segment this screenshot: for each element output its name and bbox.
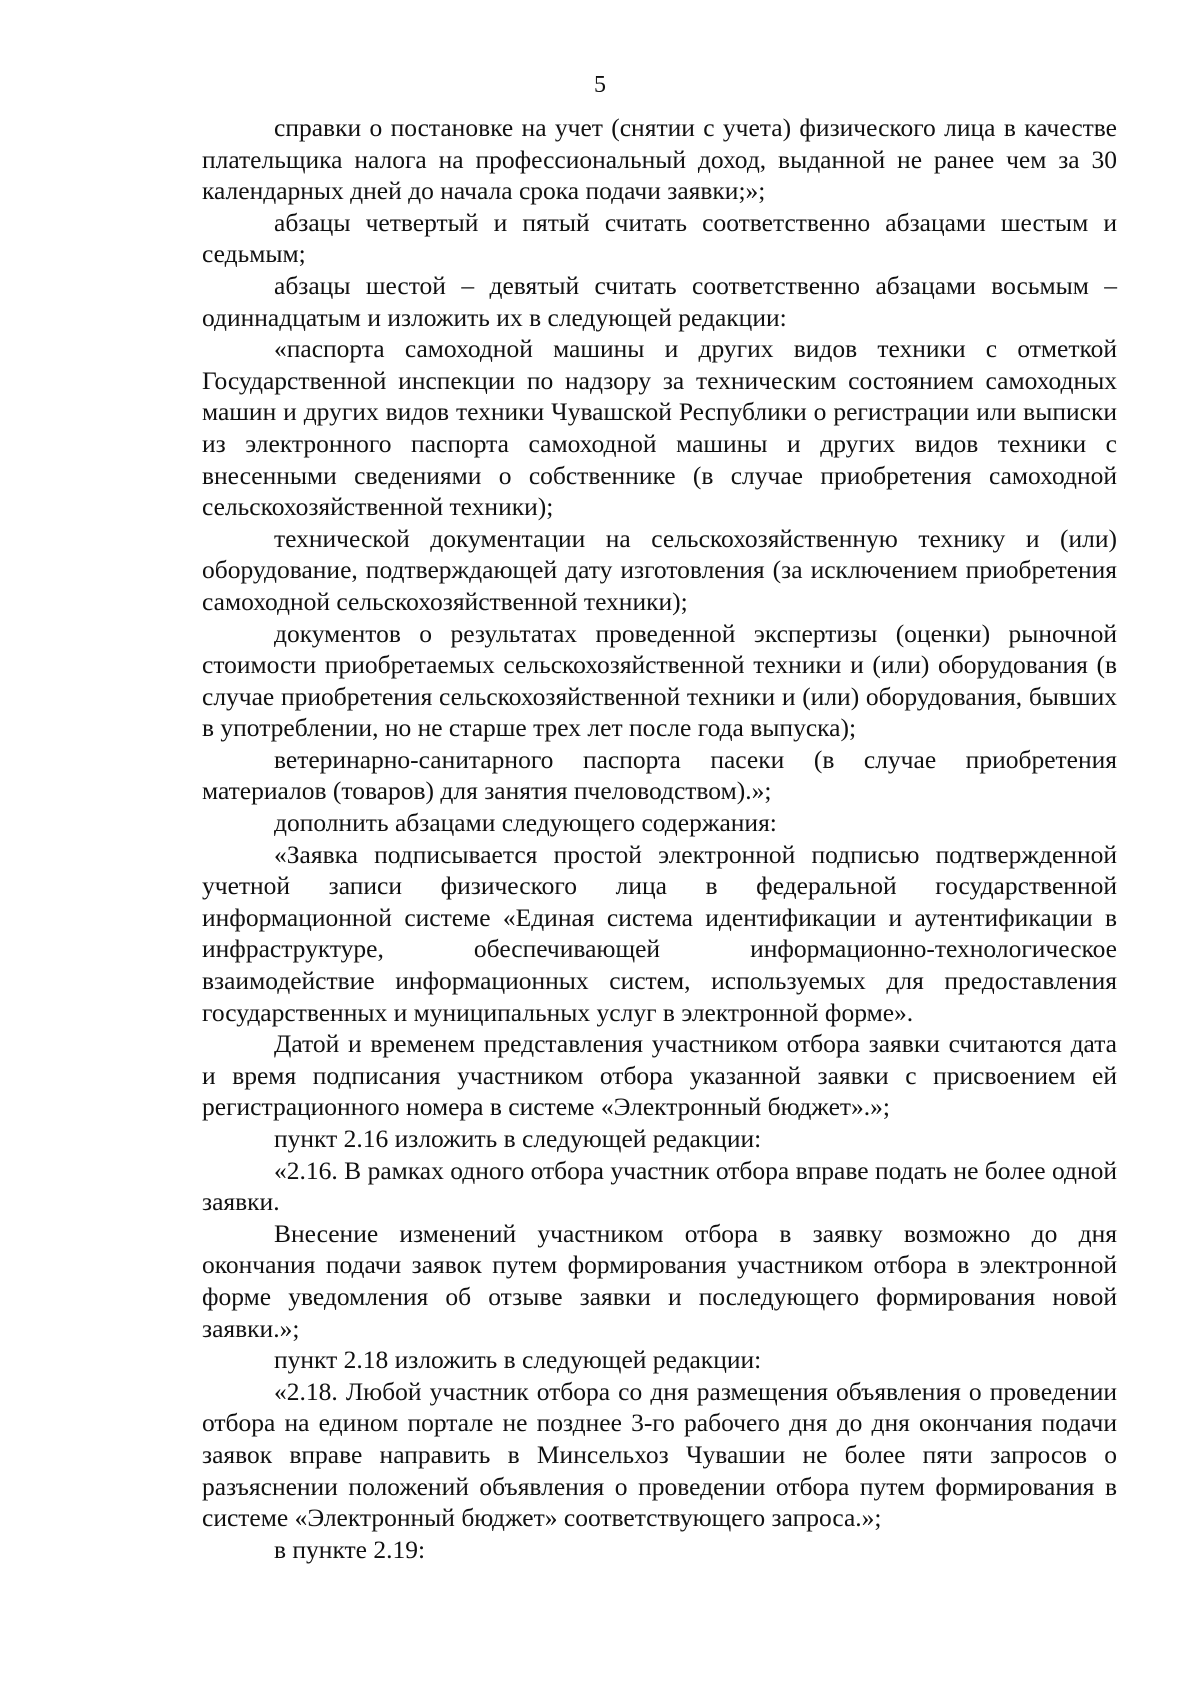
page-number: 5	[594, 72, 606, 98]
paragraph: «Заявка подписывается простой электронной подписью подтвержденной учетной записи физического лица в федеральной государственной информационной системе «Единая система идентификации и аутентификации в инфраструктуре, обеспечивающей информационно-технологическое взаимодействие информационных систем, используемых для предоставления государственных и муниципальных услуг в электронной форме».	[202, 839, 1117, 1027]
paragraph: дополнить абзацами следующего содержания:	[274, 808, 777, 838]
document-body	[202, 112, 1117, 1565]
paragraph: «2.18. Любой участник отбора со дня размещения объявления о проведении отбора на едином портале не позднее 3-го рабочего дня до дня окончания подачи заявок вправе направить в Минсельхоз Чувашии не более пяти запросов о разъяснении положений объявления о проведении отбора путем формирования в системе «Электронный бюджет» соответствующего запроса.»;	[202, 1376, 1117, 1533]
paragraph: в пункте 2.19:	[274, 1534, 426, 1564]
paragraph: справки о постановке на учет (снятии с учета) физического лица в качестве плательщика налога на профессиональный доход, выданной не ранее чем за 30 календарных дней до начала срока подачи заявки;»;	[202, 113, 1117, 206]
paragraph: Датой и временем представления участником отбора заявки считаются дата и время подписания участником отбора указанной заявки с присвоением ей регистрационного номера в системе «Электронный бюджет».»;	[202, 1029, 1117, 1122]
paragraph: ветеринарно-санитарного паспорта пасеки (в случае приобретения материалов (товаров) для занятия пчеловодством).»;	[202, 744, 1117, 806]
paragraph: «2.16. В рамках одного отбора участник отбора вправе подать не более одной заявки.	[202, 1155, 1117, 1217]
paragraph: Внесение изменений участником отбора в заявку возможно до дня окончания подачи заявок путем формирования участником отбора в электронной форме уведомления об отзыве заявки и последующего формирования новой заявки.»;	[202, 1218, 1117, 1343]
paragraph: абзацы шестой – девятый считать соответственно абзацами восьмым – одиннадцатым и изложить их в следующей редакции:	[202, 270, 1117, 332]
paragraph: пункт 2.18 изложить в следующей редакции:	[274, 1345, 762, 1375]
paragraph: абзацы четвертый и пятый считать соответственно абзацами шестым и седьмым;	[202, 207, 1117, 269]
paragraph: документов о результатах проведенной экспертизы (оценки) рыночной стоимости приобретаемых сельскохозяйственной техники и (или) оборудования (в случае приобретения сельскохозяйственной техники и (или) оборудования, бывших в употреблении, но не старше трех лет после года выпуска);	[202, 618, 1117, 743]
paragraph: технической документации на сельскохозяйственную технику и (или) оборудование, подтверждающей дату изготовления (за исключением приобретения самоходной сельскохозяйственной техники);	[202, 523, 1117, 616]
paragraph: «паспорта самоходной машины и других видов техники с отметкой Государственной инспекции по надзору за техническим состоянием самоходных машин и других видов техники Чувашской Республики о регистрации или выписки из электронного паспорта самоходной машины и других видов техники с внесенными сведениями о собственнике (в случае приобретения самоходной сельскохозяйственной техники);	[202, 334, 1117, 522]
paragraph: пункт 2.16 изложить в следующей редакции:	[274, 1124, 762, 1153]
